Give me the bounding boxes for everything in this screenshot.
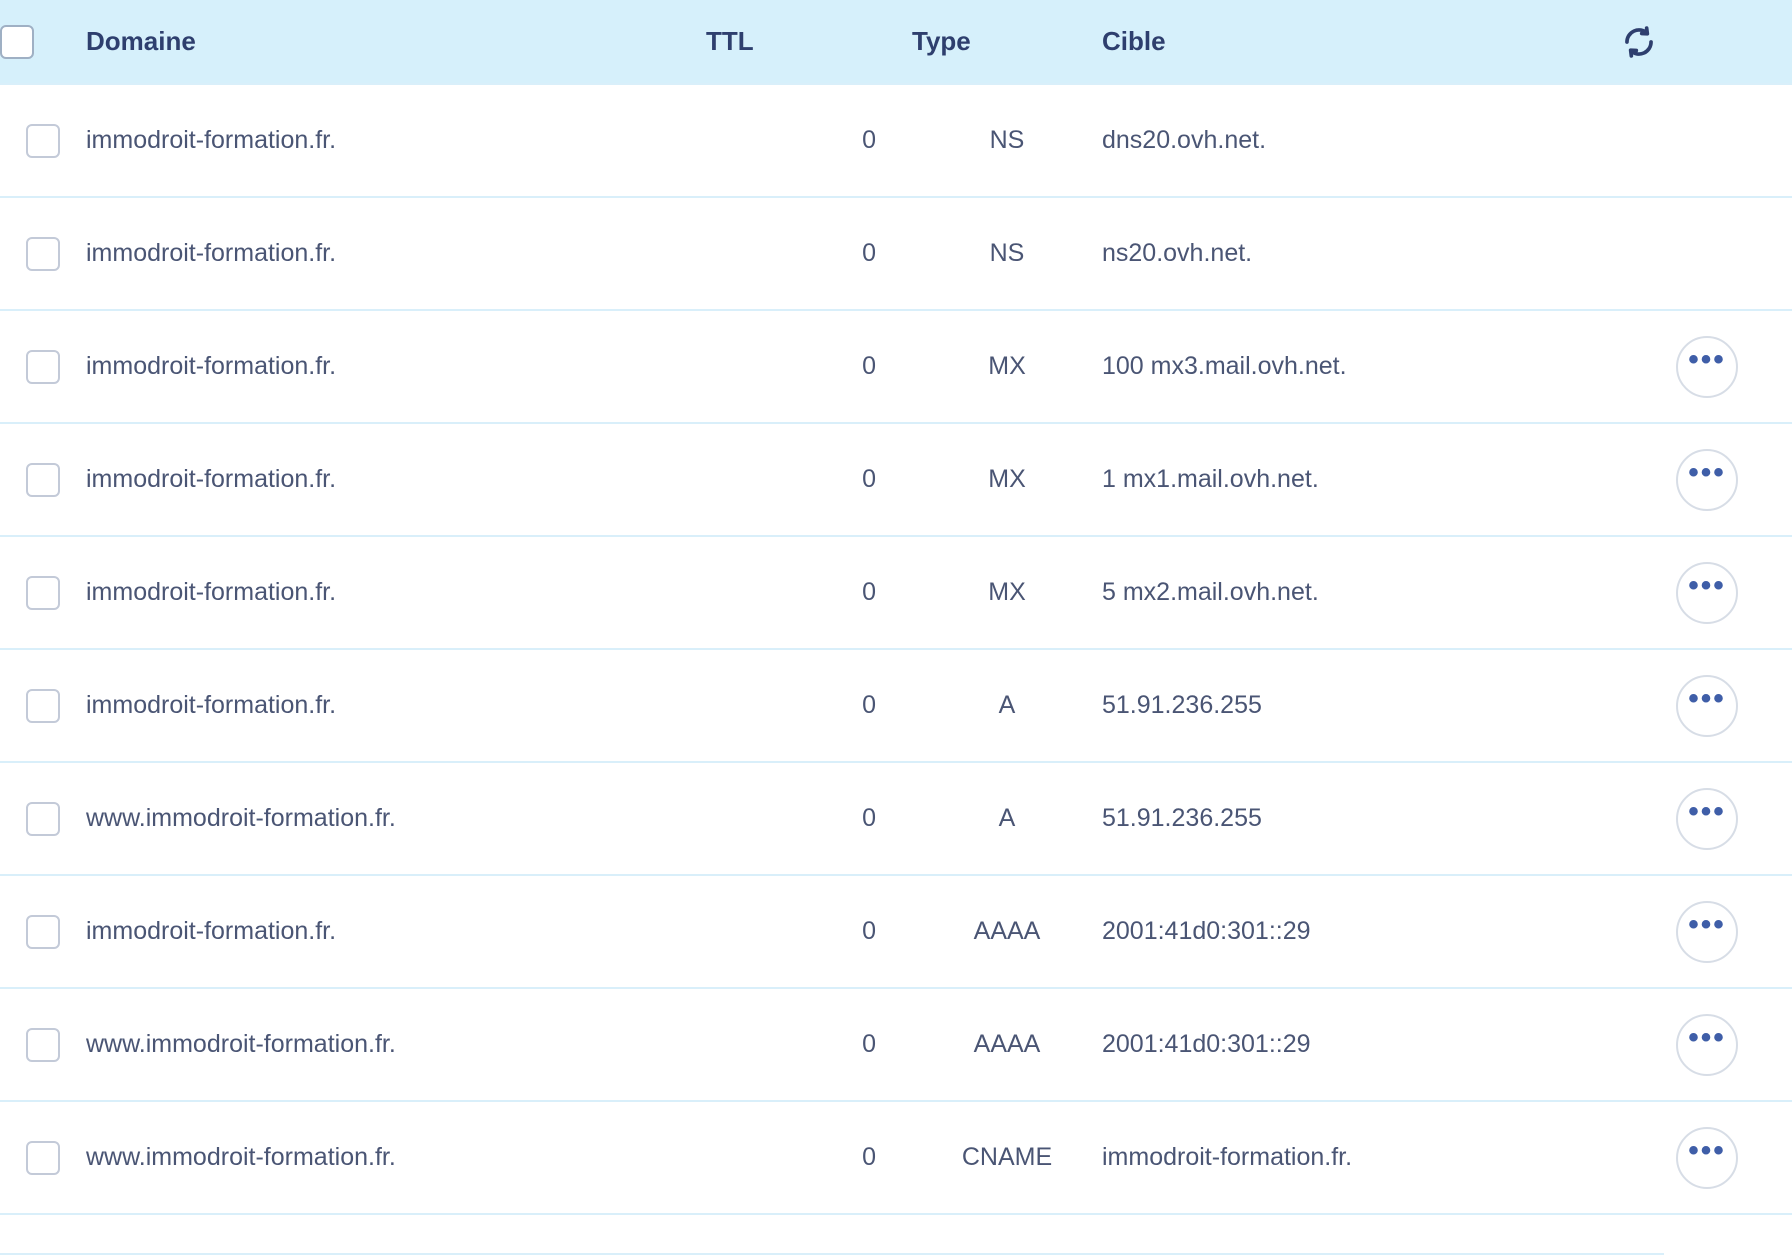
row-select-cell <box>0 310 86 423</box>
table-header <box>0 0 1792 84</box>
row-checkbox[interactable] <box>26 1028 60 1062</box>
cell-ttl: 0 <box>862 126 876 154</box>
cell-target: 51.91.236.255 <box>1102 804 1262 832</box>
row-actions-button[interactable] <box>1676 675 1738 737</box>
row-checkbox[interactable] <box>26 124 60 158</box>
refresh-header-cell <box>1622 0 1792 84</box>
cell-ttl: 0 <box>862 1143 876 1171</box>
cell-domain: immodroit-formation.fr. <box>86 239 337 267</box>
refresh-icon[interactable] <box>1622 25 1656 59</box>
row-checkbox[interactable] <box>26 1141 60 1175</box>
cell-target: 5 mx2.mail.ovh.net. <box>1102 578 1319 606</box>
table-row[interactable] <box>0 1101 1792 1214</box>
row-select-cell <box>0 84 86 197</box>
cell-type: NS <box>989 126 1025 154</box>
cell-domain: www.immodroit-formation.fr. <box>86 1143 396 1171</box>
row-actions-button[interactable] <box>1676 1014 1738 1076</box>
row-actions-button[interactable] <box>1676 1127 1738 1189</box>
row-actions-cell <box>1622 84 1792 197</box>
row-actions-button[interactable] <box>1676 901 1738 963</box>
row-actions-cell <box>1622 536 1792 649</box>
row-checkbox[interactable] <box>26 689 60 723</box>
cell-ttl: 0 <box>862 804 876 832</box>
row-actions-cell <box>1622 649 1792 762</box>
row-checkbox[interactable] <box>26 463 60 497</box>
column-header-type[interactable]: Type <box>912 26 971 56</box>
row-checkbox[interactable] <box>26 350 60 384</box>
row-actions-cell <box>1622 197 1792 310</box>
cell-domain: immodroit-formation.fr. <box>86 691 337 719</box>
ellipsis-icon: ••• <box>1688 1020 1726 1054</box>
row-select-cell <box>0 762 86 875</box>
row-select-cell <box>0 423 86 536</box>
cell-target: 2001:41d0:301::29 <box>1102 917 1311 945</box>
ellipsis-icon: ••• <box>1688 907 1726 941</box>
cell-ttl: 0 <box>862 239 876 267</box>
cell-domain: www.immodroit-formation.fr. <box>86 804 396 832</box>
row-actions-cell <box>1622 988 1792 1101</box>
cell-type: MX <box>988 352 1026 380</box>
cell-type: A <box>998 804 1016 832</box>
row-actions-button[interactable] <box>1676 562 1738 624</box>
row-checkbox[interactable] <box>26 237 60 271</box>
row-actions-button[interactable] <box>1676 336 1738 398</box>
cell-domain: immodroit-formation.fr. <box>86 126 337 154</box>
table-header-row <box>0 0 1792 84</box>
row-actions-cell <box>1622 423 1792 536</box>
column-header-domain[interactable]: Domaine <box>86 26 196 56</box>
table-row[interactable] <box>0 649 1792 762</box>
table-row[interactable] <box>0 84 1792 197</box>
ellipsis-icon: ••• <box>1688 794 1726 828</box>
table-row[interactable] <box>0 875 1792 988</box>
cell-type: CNAME <box>961 1143 1053 1171</box>
cell-domain: www.immodroit-formation.fr. <box>86 1030 396 1058</box>
column-header-target[interactable]: Cible <box>1102 26 1166 56</box>
row-select-cell <box>0 197 86 310</box>
row-actions-button[interactable] <box>1676 449 1738 511</box>
cell-target: dns20.ovh.net. <box>1102 126 1267 154</box>
table-row[interactable] <box>0 988 1792 1101</box>
cell-type: AAAA <box>973 917 1041 945</box>
row-actions-cell <box>1622 875 1792 988</box>
table-row[interactable] <box>0 310 1792 423</box>
row-actions-cell <box>1622 1101 1792 1214</box>
ellipsis-icon: ••• <box>1688 1133 1726 1167</box>
cell-domain: immodroit-formation.fr. <box>86 578 337 606</box>
cell-target: ns20.ovh.net. <box>1102 239 1253 267</box>
table-bottom-partial-row <box>0 1215 1664 1255</box>
table-row[interactable] <box>0 762 1792 875</box>
row-actions-cell <box>1622 762 1792 875</box>
cell-type: MX <box>988 578 1026 606</box>
row-checkbox[interactable] <box>26 576 60 610</box>
ellipsis-icon: ••• <box>1688 681 1726 715</box>
select-all-header-cell <box>0 0 86 84</box>
cell-target: 100 mx3.mail.ovh.net. <box>1102 352 1347 380</box>
cell-domain: immodroit-formation.fr. <box>86 917 337 945</box>
cell-target: 1 mx1.mail.ovh.net. <box>1102 465 1319 493</box>
ellipsis-icon: ••• <box>1688 568 1726 602</box>
cell-ttl: 0 <box>862 465 876 493</box>
row-select-cell <box>0 649 86 762</box>
cell-type: MX <box>988 465 1026 493</box>
cell-domain: immodroit-formation.fr. <box>86 465 337 493</box>
row-checkbox[interactable] <box>26 802 60 836</box>
cell-ttl: 0 <box>862 917 876 945</box>
cell-ttl: 0 <box>862 352 876 380</box>
row-select-cell <box>0 988 86 1101</box>
cell-domain: immodroit-formation.fr. <box>86 352 337 380</box>
cell-target: 51.91.236.255 <box>1102 691 1262 719</box>
table-row[interactable] <box>0 197 1792 310</box>
cell-type: NS <box>989 239 1025 267</box>
ellipsis-icon: ••• <box>1688 342 1726 376</box>
row-select-cell <box>0 536 86 649</box>
cell-ttl: 0 <box>862 578 876 606</box>
cell-type: AAAA <box>973 1030 1041 1058</box>
row-select-cell <box>0 1101 86 1214</box>
row-actions-button[interactable] <box>1676 788 1738 850</box>
cell-target: 2001:41d0:301::29 <box>1102 1030 1311 1058</box>
cell-ttl: 0 <box>862 1030 876 1058</box>
column-header-ttl[interactable]: TTL <box>706 26 754 56</box>
cell-ttl: 0 <box>862 691 876 719</box>
table-row[interactable] <box>0 536 1792 649</box>
cell-target: immodroit-formation.fr. <box>1102 1143 1353 1171</box>
row-select-cell <box>0 875 86 988</box>
cell-type: A <box>998 691 1016 719</box>
table-body <box>0 84 1792 1214</box>
select-all-checkbox[interactable] <box>0 25 34 59</box>
row-actions-cell <box>1622 310 1792 423</box>
row-checkbox[interactable] <box>26 915 60 949</box>
ellipsis-icon: ••• <box>1688 455 1726 489</box>
table-row[interactable] <box>0 423 1792 536</box>
